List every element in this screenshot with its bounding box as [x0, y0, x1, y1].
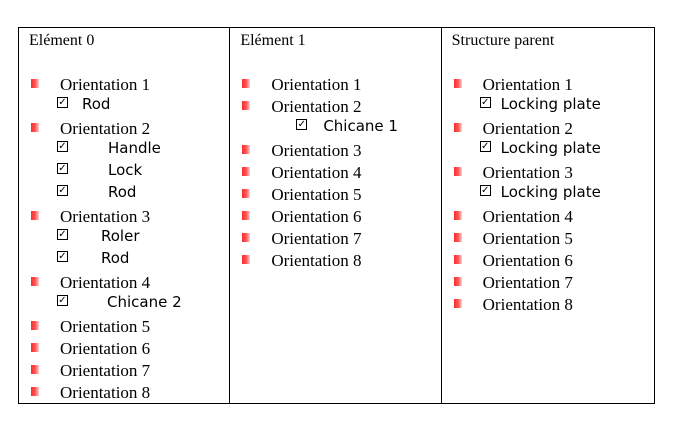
checkbox-checked-icon: ✓	[58, 185, 67, 196]
column-header: Elément 0	[29, 32, 95, 49]
column-structure-parent	[442, 28, 654, 403]
red-square-bullet-icon	[454, 277, 462, 286]
orientation-label: Orientation 5	[482, 229, 573, 248]
column-header: Elément 1	[240, 32, 306, 49]
red-square-bullet-icon	[454, 211, 462, 220]
check-label: Locking plate	[500, 139, 601, 157]
check-label: Locking plate	[500, 95, 601, 113]
red-square-bullet-icon	[242, 233, 250, 242]
checkbox-checked-icon: ✓	[58, 97, 67, 108]
red-square-bullet-icon	[31, 365, 39, 374]
checkbox-checked-icon: ✓	[58, 141, 67, 152]
orientation-label: Orientation 2	[60, 119, 151, 138]
check-label: Roler	[101, 227, 140, 245]
orientation-label: Orientation 4	[482, 207, 573, 226]
checkbox-checked-icon: ✓	[480, 97, 490, 108]
red-square-bullet-icon	[31, 343, 39, 352]
red-square-bullet-icon	[242, 145, 250, 154]
orientation-label: Orientation 2	[271, 97, 362, 116]
orientation-label: Orientation 8	[60, 383, 151, 402]
orientation-label: Orientation 3	[482, 163, 573, 182]
check-label: Lock	[108, 161, 143, 179]
orientation-label: Orientation 6	[271, 207, 362, 226]
red-square-bullet-icon	[242, 79, 250, 88]
red-square-bullet-icon	[31, 123, 39, 132]
check-label: Rod	[108, 183, 137, 201]
orientation-label: Orientation 8	[271, 251, 362, 270]
check-label: Rod	[101, 249, 130, 267]
column-element-0	[19, 28, 230, 403]
orientation-label: Orientation 4	[60, 273, 151, 292]
red-square-bullet-icon	[31, 79, 39, 88]
red-square-bullet-icon	[454, 299, 462, 308]
element-table	[18, 27, 655, 404]
orientation-label: Orientation 7	[482, 273, 573, 292]
checkbox-checked-icon: ✓	[480, 141, 490, 152]
checkbox-checked-icon: ✓	[480, 185, 490, 196]
red-square-bullet-icon	[242, 189, 250, 198]
orientation-label: Orientation 5	[271, 185, 362, 204]
red-square-bullet-icon	[242, 211, 250, 220]
orientation-label: Orientation 7	[271, 229, 362, 248]
orientation-label: Orientation 1	[271, 75, 362, 94]
red-square-bullet-icon	[242, 101, 250, 110]
red-square-bullet-icon	[31, 321, 39, 330]
checkbox-checked-icon: ✓	[58, 251, 67, 262]
check-label: Chicane 1	[323, 117, 398, 135]
orientation-label: Orientation 6	[482, 251, 573, 270]
red-square-bullet-icon	[454, 255, 462, 264]
orientation-label: Orientation 6	[60, 339, 151, 358]
column-element-1	[230, 28, 441, 403]
red-square-bullet-icon	[454, 233, 462, 242]
red-square-bullet-icon	[31, 211, 39, 220]
checkbox-checked-icon: ✓	[58, 229, 67, 240]
orientation-label: Orientation 1	[482, 75, 573, 94]
red-square-bullet-icon	[242, 255, 250, 264]
checkbox-checked-icon: ✓	[297, 119, 307, 130]
orientation-label: Orientation 3	[271, 141, 362, 160]
orientation-label: Orientation 5	[60, 317, 151, 336]
checkbox-checked-icon: ✓	[58, 295, 67, 306]
orientation-label: Orientation 8	[482, 295, 573, 314]
red-square-bullet-icon	[31, 277, 39, 286]
check-label: Chicane 2	[107, 293, 182, 311]
orientation-label: Orientation 4	[271, 163, 362, 182]
orientation-label: Orientation 3	[60, 207, 151, 226]
check-label: Locking plate	[500, 183, 601, 201]
orientation-label: Orientation 1	[60, 75, 151, 94]
red-square-bullet-icon	[454, 167, 462, 176]
check-label: Rod	[82, 95, 111, 113]
red-square-bullet-icon	[31, 387, 39, 396]
checkbox-checked-icon: ✓	[58, 163, 67, 174]
column-header: Structure parent	[451, 32, 555, 49]
orientation-label: Orientation 7	[60, 361, 151, 380]
red-square-bullet-icon	[242, 167, 250, 176]
orientation-label: Orientation 2	[482, 119, 573, 138]
red-square-bullet-icon	[454, 79, 462, 88]
red-square-bullet-icon	[454, 123, 462, 132]
check-label: Handle	[108, 139, 161, 157]
